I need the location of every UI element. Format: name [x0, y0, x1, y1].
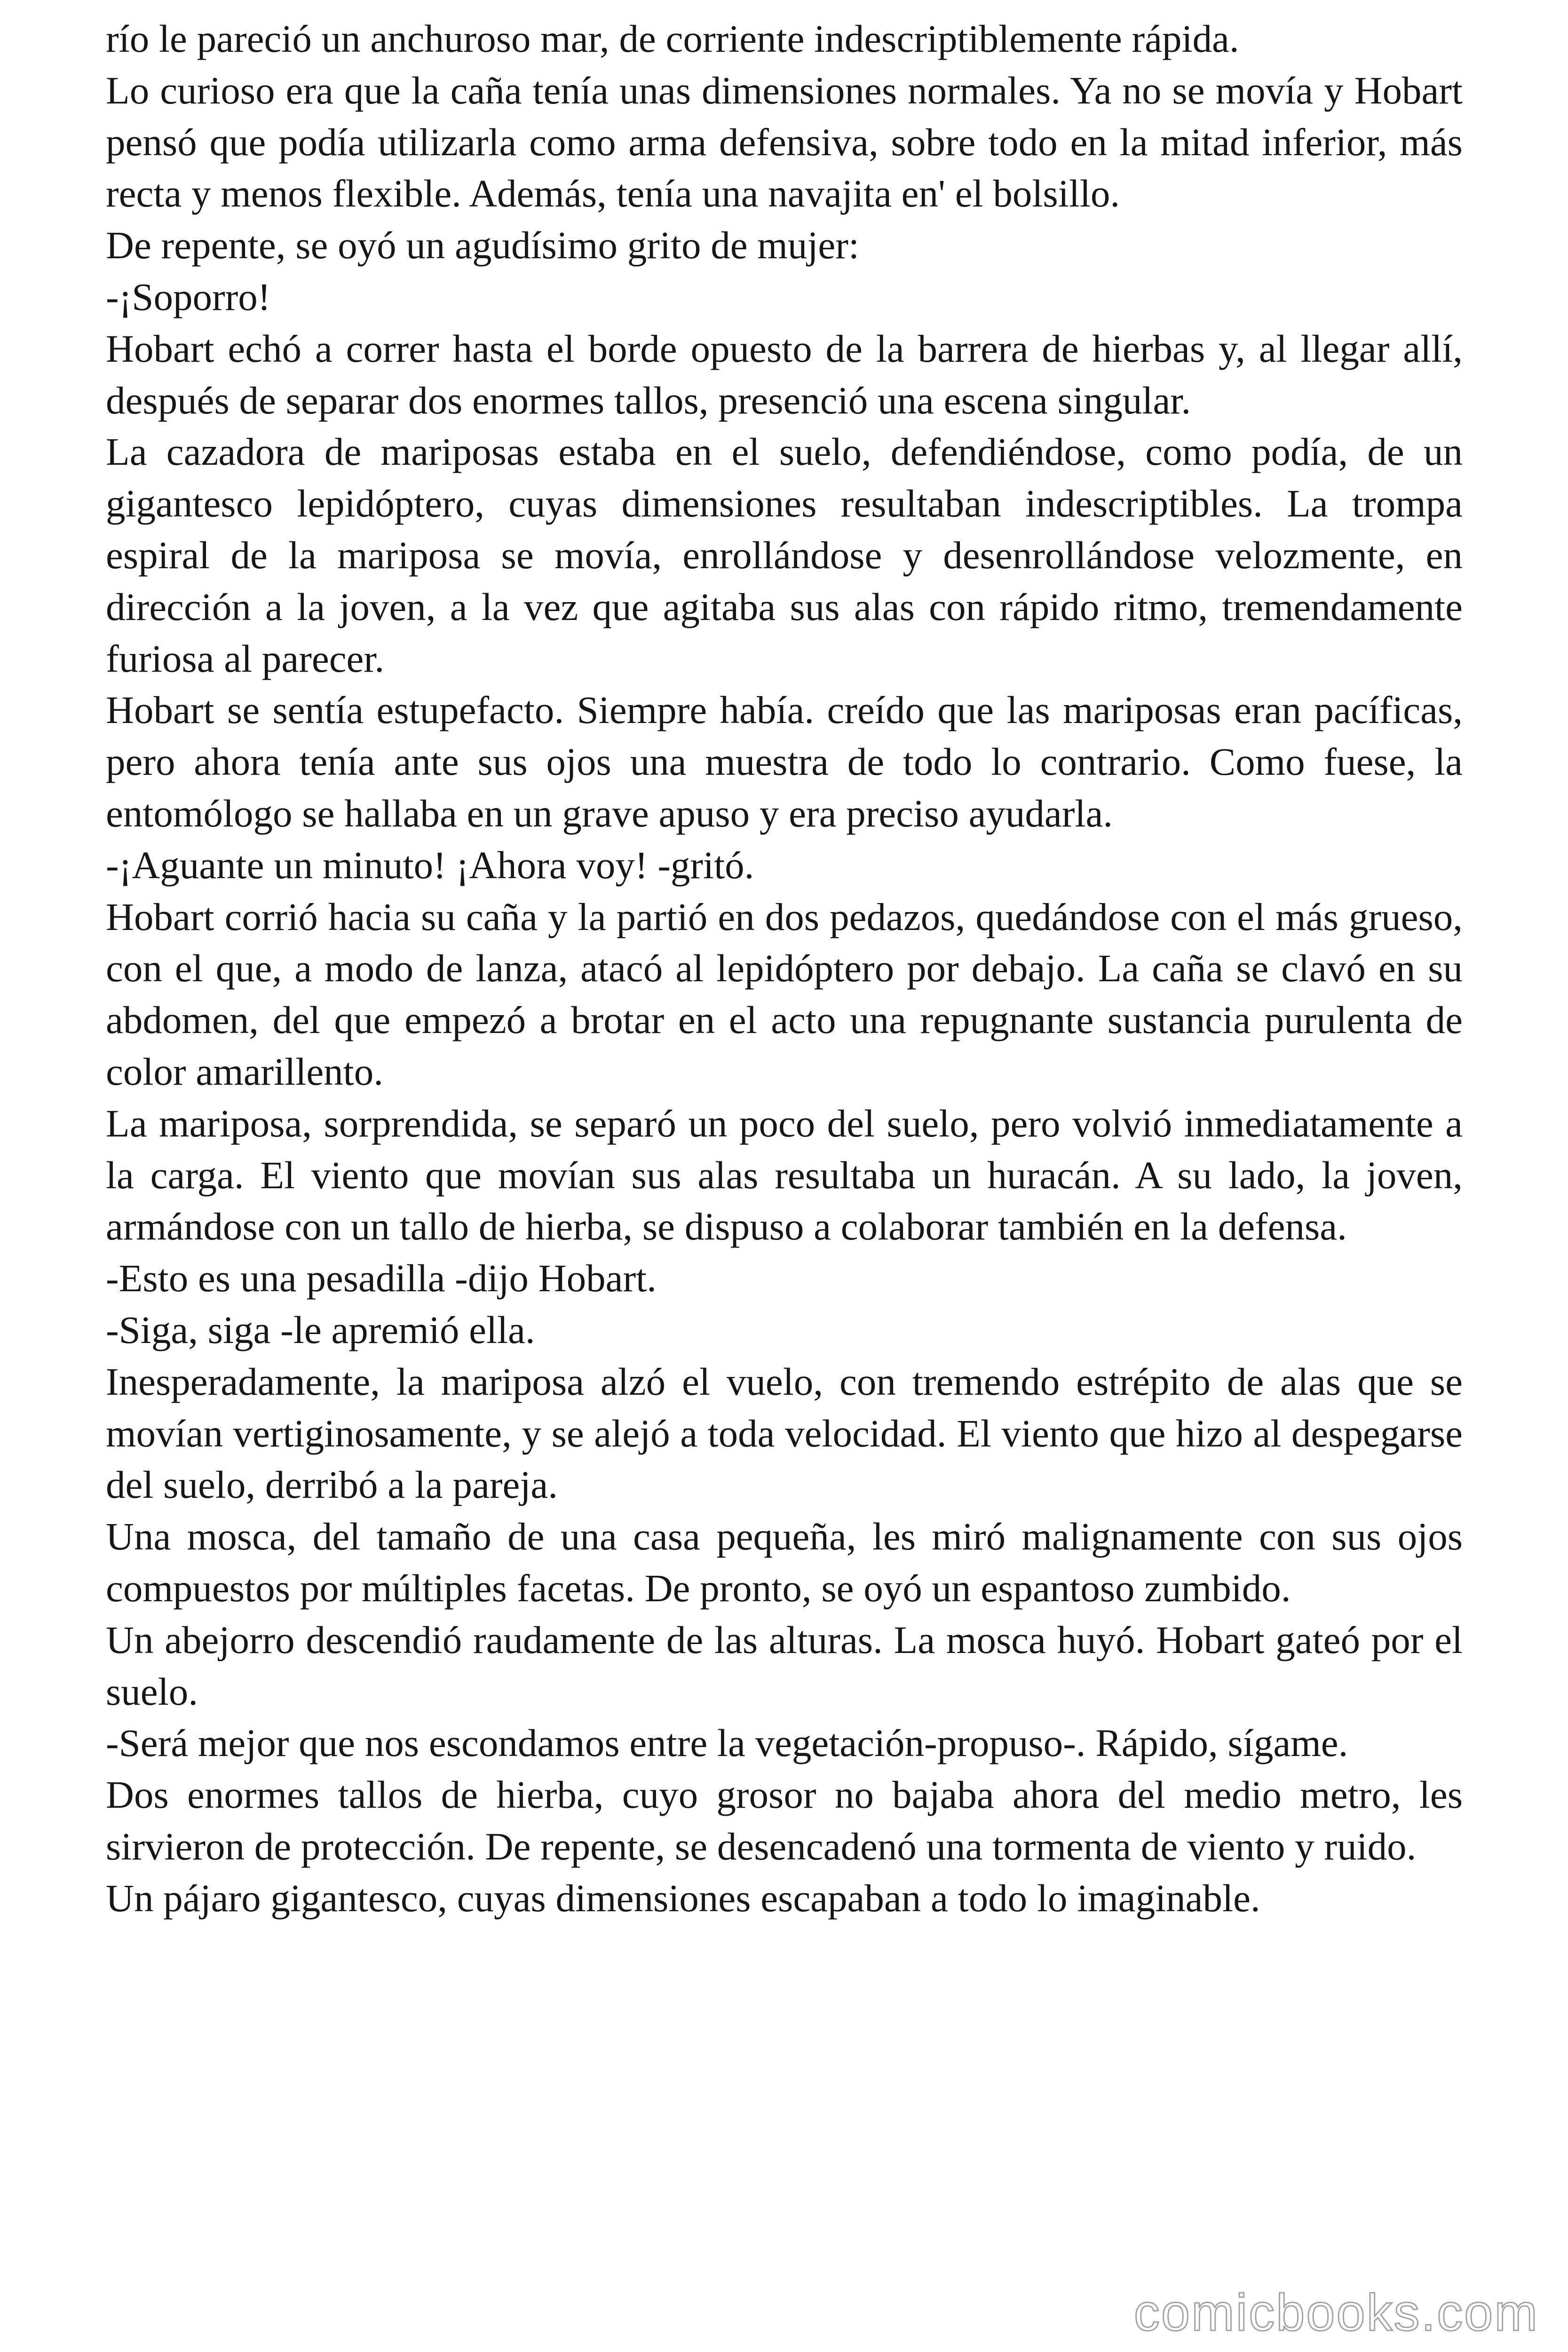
page-body [106, 13, 1463, 1924]
paragraph: Una mosca, del tamaño de una casa pequeña, les miró malignamente con sus ojos compuestos por múltiples facetas. De pronto, se oyó un espantoso zumbido. [106, 1515, 1463, 1610]
paragraph: Un pájaro gigantesco, cuyas dimensiones escapaban a todo lo imaginable. [106, 1876, 1260, 1920]
paragraph: Hobart corrió hacia su caña y la partió en dos pedazos, quedándose con el más grueso, con el que, a modo de lanza, atacó al lepidóptero por debajo. La caña se clavó en su abdomen, del que empezó a brotar en el acto una repugnante sustancia purulenta de color amarillento. [106, 895, 1463, 1093]
paragraph: Dos enormes tallos de hierba, cuyo grosor no bajaba ahora del medio metro, les sirvieron de protección. De repente, se desencadenó una tormenta de viento y ruido. [106, 1773, 1463, 1868]
paragraph: -¡Soporro! [106, 275, 271, 318]
paragraph: La cazadora de mariposas estaba en el suelo, defendiéndose, como podía, de un gigantesco lepidóptero, cuyas dimensiones resultaban indescriptibles. La trompa espiral de la mariposa se movía, enrollándose y desenrollándose velozmente, en dirección a la joven, a la vez que agitaba sus alas con rápido ritmo, tremendamente furiosa al parecer. [106, 430, 1463, 680]
paragraph: Hobart se sentía estupefacto. Siempre había. creído que las mariposas eran pacíficas, pero ahora tenía ante sus ojos una muestra de todo lo contrario. Como fuese, la entomólogo se hallaba en un grave apuso y era preciso ayudarla. [106, 688, 1463, 835]
paragraph: La mariposa, sorprendida, se separó un poco del suelo, pero volvió inmediatamente a la carga. El viento que movían sus alas resultaba un huracán. A su lado, la joven, armándose con un tallo de hierba, se dispuso a colaborar también en la defensa. [106, 1101, 1463, 1248]
paragraph: río le pareció un anchuroso mar, de corriente indescriptiblemente rápida. [106, 17, 1239, 60]
paragraph: -Será mejor que nos escondamos entre la vegetación-propuso-. Rápido, sígame. [106, 1721, 1348, 1765]
paragraph: -Siga, siga -le apremió ella. [106, 1308, 535, 1351]
paragraph: -¡Aguante un minuto! ¡Ahora voy! -gritó. [106, 843, 754, 887]
paragraph: Inesperadamente, la mariposa alzó el vuelo, con tremendo estrépito de alas que se movían vertiginosamente, y se alejó a toda velocidad. El viento que hizo al despegarse del suelo, derribó a la pareja. [106, 1359, 1463, 1507]
paragraph: -Esto es una pesadilla -dijo Hobart. [106, 1256, 657, 1300]
paragraph: Lo curioso era que la caña tenía unas dimensiones normales. Ya no se movía y Hobart pensó que podía utilizarla como arma defensiva, sobre todo en la mitad inferior, más recta y menos flexible. Además, tenía una navajita en' el bolsillo. [106, 68, 1463, 215]
paragraph: Un abejorro descendió raudamente de las alturas. La mosca huyó. Hobart gateó por el suelo. [106, 1618, 1463, 1713]
paragraph: Hobart echó a correr hasta el borde opuesto de la barrera de hierbas y, al llegar allí, después de separar dos enormes tallos, presenció una escena singular. [106, 326, 1463, 422]
paragraph: De repente, se oyó un agudísimo grito de mujer: [106, 223, 859, 267]
watermark: comicbooks.com [1133, 2284, 1539, 2342]
